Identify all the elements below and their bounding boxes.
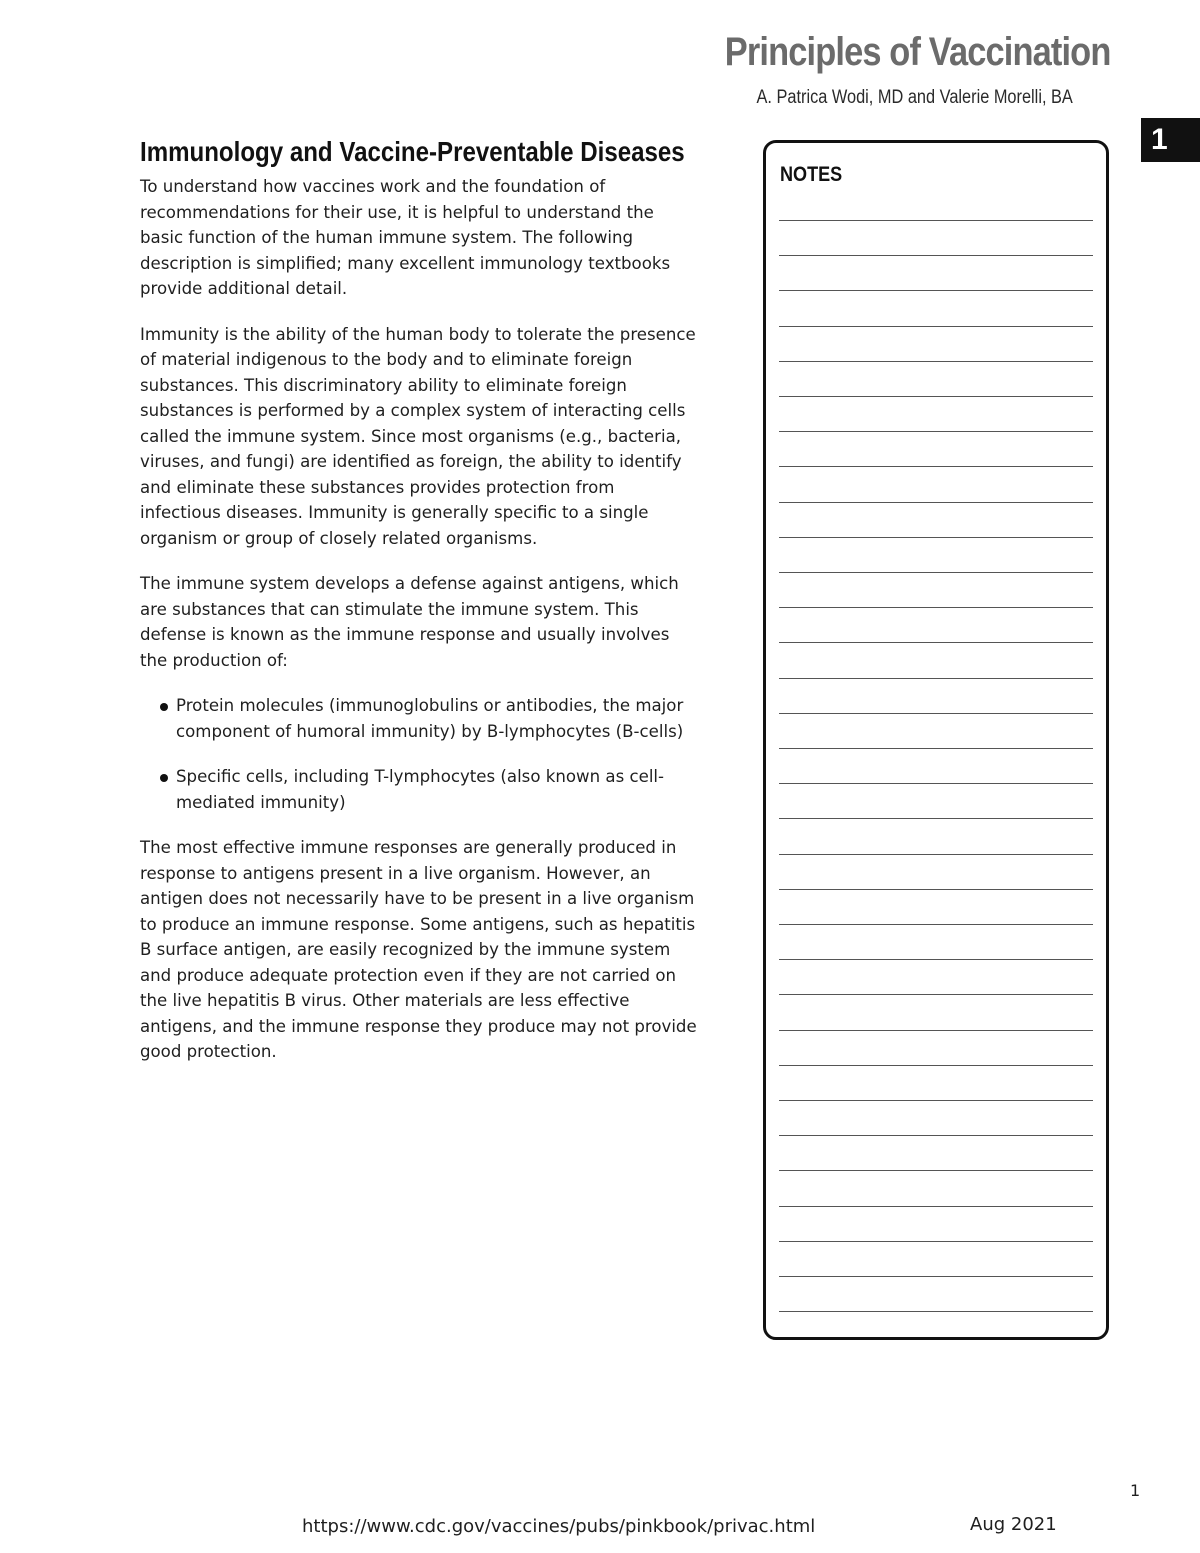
notes-label: NOTES [780,163,843,186]
section-heading: Immunology and Vaccine-Preventable Diseases [140,136,685,167]
bullet-dot-icon [160,703,168,711]
page-number: 1 [1130,1481,1141,1500]
notes-rule-line [779,607,1093,608]
bullet-item [140,693,700,744]
notes-rule-line [779,255,1093,256]
notes-rule-line [779,889,1093,890]
notes-rule-line [779,1065,1093,1066]
bullet-item [140,764,700,815]
notes-rule-line [779,1206,1093,1207]
notes-rule-line [779,1311,1093,1312]
notes-rule-line [779,783,1093,784]
footer-date: Aug 2021 [970,1514,1057,1535]
notes-rule-line [779,818,1093,819]
notes-rule-line [779,678,1093,679]
notes-rule-line [779,396,1093,397]
notes-rule-line [779,854,1093,855]
bullet-list [140,693,700,815]
notes-rule-line [779,994,1093,995]
notes-rule-line [779,220,1093,221]
notes-rule-line [779,642,1093,643]
paragraph-intro: To understand how vaccines work and the foundation of recommendations for their use, it is helpful to understand the basic function of the human immune system. The following description is simplified; many excellent immunology textbooks provide additional detail. [140,177,671,298]
paragraph-effective-responses: The most effective immune responses are generally produced in response to antigens present in a live organism. However, an antigen does not necessarily have to be present in a live organism to produce an immune response. Some antigens, such as hepatitis B surface antigen, are easily recognized by the immune system and produce adequate protection even if they are not carried on the live hepatitis B virus. Other materials are less effective antigens, and the immune response they produce may not provide good protection. [140,838,697,1061]
paragraph-immune-response: The immune system develops a defense against antigens, which are substances that can stimulate the immune system. This defense is known as the immune response and usually involves the production of: [140,574,679,670]
notes-box [763,140,1109,1340]
paragraph-immunity: Immunity is the ability of the human body to tolerate the presence of material indigenous to the body and to eliminate foreign substances. This discriminatory ability to eliminate foreign substances is performed by a complex system of interacting cells called the immune system. Since most organisms (e.g., bacteria, viruses, and fungi) are identified as foreign, the ability to identify and eliminate these substances provides protection from infectious diseases. Immunity is generally specific to a single organism or group of closely related organisms. [140,324,696,548]
footer-url[interactable]: https://www.cdc.gov/vaccines/pubs/pinkbook/privac.html [302,1516,816,1537]
bullet-dot-icon [160,774,168,782]
notes-rule-line [779,1100,1093,1101]
notes-rule-line [779,537,1093,538]
notes-rule-line [779,1135,1093,1136]
notes-rule-line [779,466,1093,467]
notes-rule-line [779,959,1093,960]
notes-rule-line [779,326,1093,327]
notes-rule-line [779,1030,1093,1031]
notes-rule-line [779,361,1093,362]
notes-rule-line [779,748,1093,749]
main-content [140,136,700,1085]
notes-rule-line [779,1241,1093,1242]
bullet-text: Protein molecules (immunoglobulins or antibodies, the major component of humoral immunity) by B-lymphocytes (B-cells) [176,696,684,741]
document-title: Principles of Vaccination [724,30,1110,74]
notes-rule-line [779,924,1093,925]
notes-rule-line [779,290,1093,291]
chapter-tab: 1 [1141,118,1200,162]
notes-rule-line [779,1170,1093,1171]
notes-rule-line [779,502,1093,503]
notes-rule-line [779,572,1093,573]
bullet-text: Specific cells, including T-lymphocytes (also known as cell-mediated immunity) [176,767,665,812]
notes-rule-line [779,1276,1093,1277]
document-authors: A. Patrica Wodi, MD and Valerie Morelli, BA [756,87,1073,108]
notes-rule-line [779,713,1093,714]
notes-rule-line [779,431,1093,432]
